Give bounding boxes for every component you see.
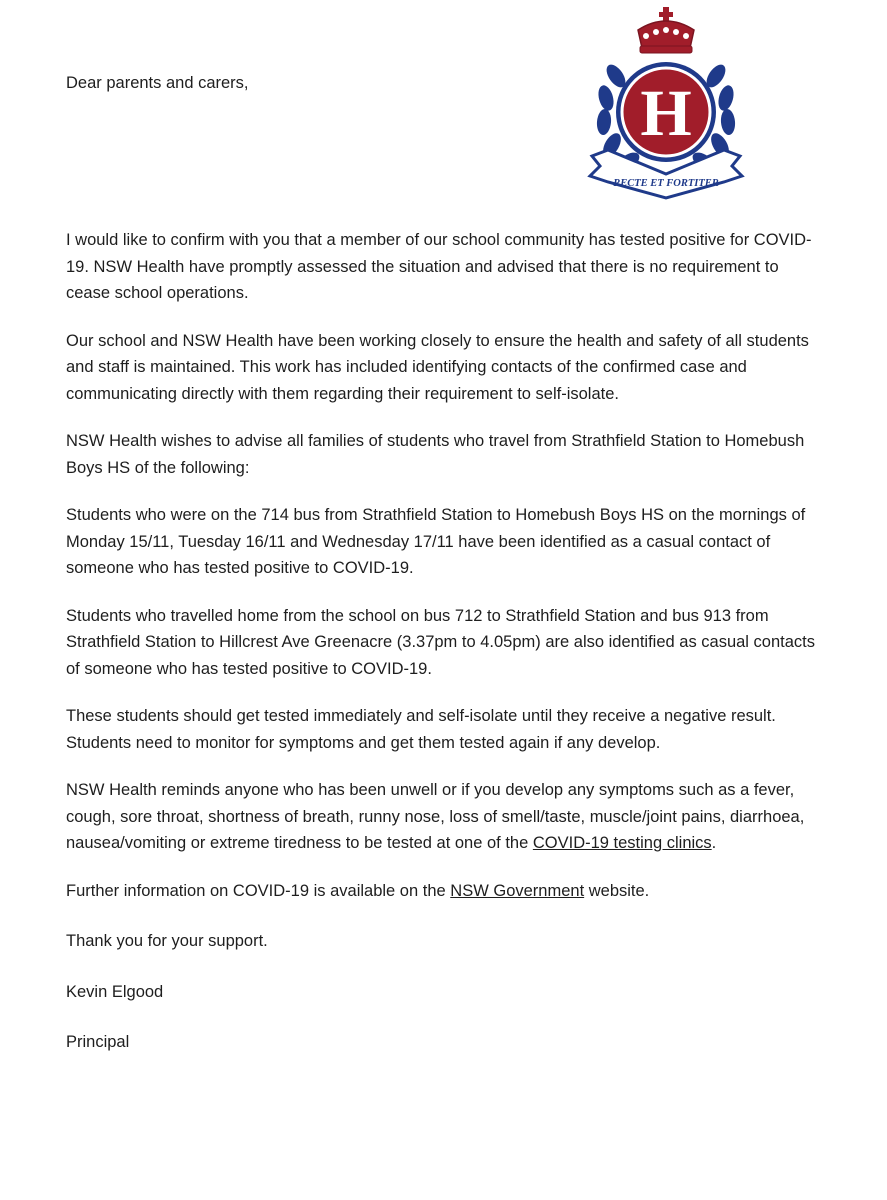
further-end: website. bbox=[584, 881, 650, 900]
paragraph-bus-714: Students who were on the 714 bus from Strathfield Station to Homebush Boys HS on the mornings of Monday 15/11, Tuesday 16/11 and Wednesday 17/11 have been identified as a casual contact of someone who has tested positive to COVID-19. bbox=[66, 506, 806, 577]
symptoms-text: NSW Health reminds anyone who has been unwell or if you develop any symptoms such as a fever, cough, sore throat, shortness of breath, runny nose, loss of smell/taste, muscle/joint pains, diarrhoea, nausea/vomiting or extreme tiredness to be tested at one of the bbox=[66, 781, 805, 852]
crest-letter: H bbox=[640, 77, 692, 150]
nsw-government-link[interactable]: NSW Government bbox=[450, 881, 585, 900]
paragraph-testing-instructions: These students should get tested immediately and self-isolate until they receive a negative result. Students need to monitor for symptoms and get them tested again if any develop. bbox=[66, 707, 776, 752]
greeting: Dear parents and carers, bbox=[66, 74, 249, 92]
paragraph-bus-712-913: Students who travelled home from the school on bus 712 to Strathfield Station and bus 913 from Strathfield Station to Hillcrest Ave Greenacre (3.37pm to 4.05pm) are also identified as casual contacts of someone who has tested positive to COVID-19. bbox=[66, 606, 816, 678]
symptoms-end: . bbox=[711, 834, 717, 852]
letter-body bbox=[66, 227, 826, 1080]
testing-clinics-link[interactable]: COVID-19 testing clinics bbox=[532, 834, 712, 852]
paragraph-symptoms bbox=[66, 777, 826, 857]
further-text: Further information on COVID-19 is available on the bbox=[66, 881, 451, 900]
paragraph-positive-case: I would like to confirm with you that a member of our school community has tested positive for COVID-19. NSW Health have promptly assessed the situation and advised that there is no requirement to cease school operations. bbox=[66, 231, 812, 302]
signature-title: Principal bbox=[66, 1033, 130, 1051]
paragraph-further-info bbox=[66, 878, 826, 905]
paragraph-collaboration: Our school and NSW Health have been working closely to ensure the health and safety of all students and staff is maintained. This work has included identifying contacts of the confirmed case and communicating directly with them regarding their requirement to self-isolate. bbox=[66, 331, 809, 403]
school-crest-logo bbox=[586, 6, 746, 202]
thanks-line: Thank you for your support. bbox=[66, 932, 268, 950]
signature-name: Kevin Elgood bbox=[66, 982, 164, 1001]
crown-icon bbox=[638, 7, 694, 53]
paragraph-advice-intro: NSW Health wishes to advise all families of students who travel from Strathfield Station to Homebush Boys HS of the following: bbox=[66, 432, 805, 477]
crest-motto: RECTE ET FORTITER bbox=[613, 178, 719, 189]
